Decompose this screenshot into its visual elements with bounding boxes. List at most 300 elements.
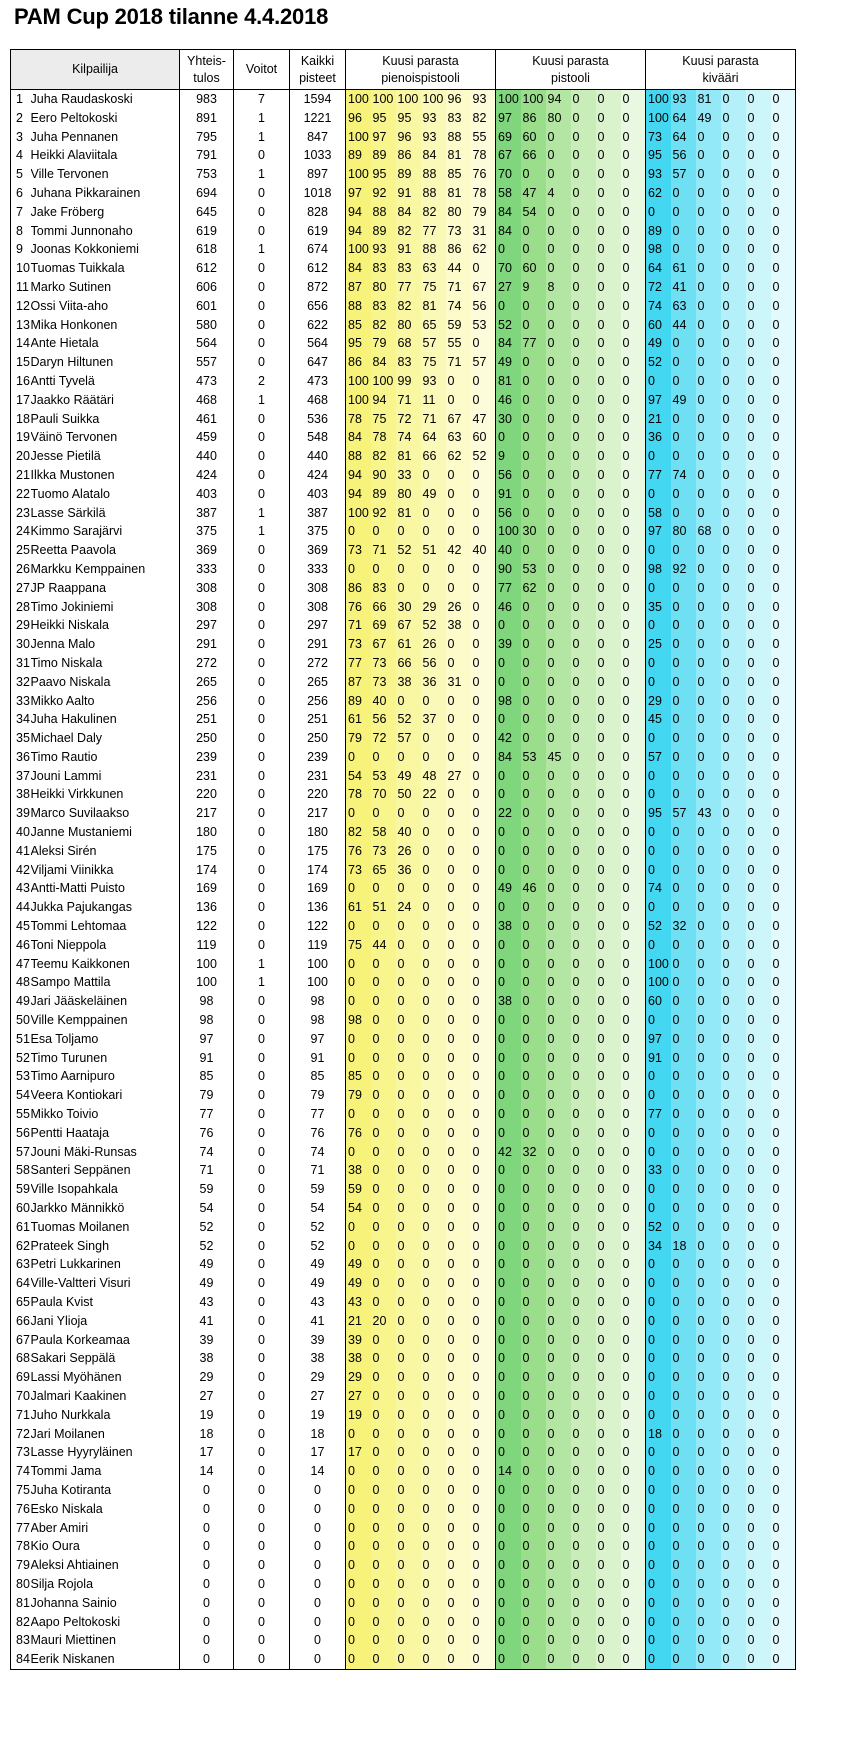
pistooli-score: 0 xyxy=(621,917,646,936)
total-score: 85 xyxy=(180,1067,234,1086)
pistooli-score: 0 xyxy=(621,1462,646,1481)
pienoispistooli-score: 55 xyxy=(446,334,471,353)
pistooli-score: 0 xyxy=(496,1199,521,1218)
kivaari-score: 0 xyxy=(771,1650,796,1669)
table-row xyxy=(11,1030,796,1049)
pistooli-score: 0 xyxy=(521,222,546,241)
kivaari-score: 0 xyxy=(746,522,771,541)
kivaari-score: 0 xyxy=(746,165,771,184)
pienoispistooli-score: 0 xyxy=(471,1030,496,1049)
pistooli-score: 0 xyxy=(596,804,621,823)
pistooli-score: 0 xyxy=(546,485,571,504)
pistooli-score: 0 xyxy=(571,334,596,353)
kivaari-score: 0 xyxy=(771,1406,796,1425)
kivaari-score: 0 xyxy=(646,541,671,560)
pienoispistooli-score: 33 xyxy=(396,466,421,485)
all-points: 97 xyxy=(290,1030,346,1049)
competitor-name: Mikko Aalto xyxy=(31,692,180,711)
pienoispistooli-score: 38 xyxy=(396,673,421,692)
kivaari-score: 0 xyxy=(746,372,771,391)
pistooli-score: 0 xyxy=(546,1481,571,1500)
pistooli-score: 0 xyxy=(546,372,571,391)
total-score: 0 xyxy=(180,1500,234,1519)
pienoispistooli-score: 0 xyxy=(421,1537,446,1556)
pistooli-score: 0 xyxy=(621,1631,646,1650)
kivaari-score: 0 xyxy=(771,823,796,842)
table-row xyxy=(11,1481,796,1500)
pistooli-score: 42 xyxy=(496,1143,521,1162)
pienoispistooli-score: 0 xyxy=(346,879,371,898)
pienoispistooli-score: 88 xyxy=(421,184,446,203)
kivaari-score: 0 xyxy=(696,541,721,560)
pistooli-score: 0 xyxy=(621,1349,646,1368)
rank-cell: 37 xyxy=(11,767,31,786)
pienoispistooli-score: 0 xyxy=(446,898,471,917)
pistooli-score: 0 xyxy=(596,1556,621,1575)
pienoispistooli-score: 75 xyxy=(346,936,371,955)
pienoispistooli-score: 83 xyxy=(396,259,421,278)
pienoispistooli-score: 0 xyxy=(471,1049,496,1068)
pistooli-score: 0 xyxy=(521,729,546,748)
pistooli-score: 0 xyxy=(596,1030,621,1049)
header-kaikki-pisteet xyxy=(290,50,346,90)
kivaari-score: 0 xyxy=(721,1086,746,1105)
pienoispistooli-score: 85 xyxy=(446,165,471,184)
pistooli-score: 0 xyxy=(496,1519,521,1538)
kivaari-score: 0 xyxy=(771,1594,796,1613)
kivaari-score: 36 xyxy=(646,428,671,447)
pienoispistooli-score: 0 xyxy=(371,1631,396,1650)
pistooli-score: 0 xyxy=(521,917,546,936)
pienoispistooli-score: 56 xyxy=(371,710,396,729)
wins-count: 7 xyxy=(234,90,290,109)
kivaari-score: 0 xyxy=(696,635,721,654)
pistooli-score: 0 xyxy=(571,1218,596,1237)
pistooli-score: 0 xyxy=(596,410,621,429)
kivaari-score: 0 xyxy=(771,522,796,541)
pistooli-score: 0 xyxy=(571,447,596,466)
kivaari-score: 0 xyxy=(771,1293,796,1312)
kivaari-score: 0 xyxy=(746,1255,771,1274)
total-score: 473 xyxy=(180,372,234,391)
pistooli-score: 0 xyxy=(621,1255,646,1274)
pistooli-score: 38 xyxy=(496,917,521,936)
pistooli-score: 0 xyxy=(521,767,546,786)
pistooli-score: 0 xyxy=(621,541,646,560)
kivaari-score: 0 xyxy=(771,128,796,147)
pistooli-score: 0 xyxy=(596,1537,621,1556)
competitor-name: Timo Turunen xyxy=(31,1049,180,1068)
pistooli-score: 0 xyxy=(571,1331,596,1350)
pienoispistooli-score: 87 xyxy=(346,673,371,692)
pienoispistooli-score: 83 xyxy=(371,579,396,598)
pistooli-score: 0 xyxy=(571,767,596,786)
kivaari-score: 0 xyxy=(721,1011,746,1030)
kivaari-score: 0 xyxy=(646,1143,671,1162)
pienoispistooli-score: 0 xyxy=(446,1067,471,1086)
pistooli-score: 0 xyxy=(546,710,571,729)
pistooli-score: 0 xyxy=(496,936,521,955)
pienoispistooli-score: 0 xyxy=(371,1274,396,1293)
pienoispistooli-score: 82 xyxy=(421,203,446,222)
pienoispistooli-score: 84 xyxy=(421,146,446,165)
pistooli-score: 0 xyxy=(546,654,571,673)
kivaari-score: 0 xyxy=(721,1594,746,1613)
pienoispistooli-score: 0 xyxy=(421,748,446,767)
total-score: 891 xyxy=(180,109,234,128)
pistooli-score: 0 xyxy=(546,466,571,485)
pienoispistooli-score: 0 xyxy=(446,654,471,673)
kivaari-score: 0 xyxy=(771,1124,796,1143)
pistooli-score: 0 xyxy=(521,1124,546,1143)
kivaari-score: 97 xyxy=(646,391,671,410)
pienoispistooli-score: 79 xyxy=(346,1086,371,1105)
kivaari-score: 0 xyxy=(746,1293,771,1312)
pistooli-score: 94 xyxy=(546,90,571,109)
pistooli-score: 0 xyxy=(571,673,596,692)
competitor-name: Juha Hakulinen xyxy=(31,710,180,729)
competitor-name: Esko Niskala xyxy=(31,1500,180,1519)
pistooli-score: 0 xyxy=(571,297,596,316)
kivaari-score: 0 xyxy=(671,1613,696,1632)
all-points: 0 xyxy=(290,1575,346,1594)
pistooli-score: 0 xyxy=(596,616,621,635)
total-score: 459 xyxy=(180,428,234,447)
pistooli-score: 0 xyxy=(571,240,596,259)
pienoispistooli-score: 56 xyxy=(421,654,446,673)
competitor-name: Antti Tyvelä xyxy=(31,372,180,391)
pistooli-score: 0 xyxy=(621,1067,646,1086)
pienoispistooli-score: 0 xyxy=(346,917,371,936)
kivaari-score: 0 xyxy=(771,1425,796,1444)
kivaari-score: 0 xyxy=(746,1011,771,1030)
pistooli-score: 0 xyxy=(496,1049,521,1068)
kivaari-score: 0 xyxy=(771,917,796,936)
pienoispistooli-score: 0 xyxy=(346,1613,371,1632)
pienoispistooli-score: 57 xyxy=(421,334,446,353)
all-points: 308 xyxy=(290,598,346,617)
all-points: 76 xyxy=(290,1124,346,1143)
rank-cell: 25 xyxy=(11,541,31,560)
pienoispistooli-score: 0 xyxy=(446,1255,471,1274)
kivaari-score: 0 xyxy=(746,992,771,1011)
pistooli-score: 0 xyxy=(521,804,546,823)
kivaari-score: 0 xyxy=(696,1425,721,1444)
kivaari-score: 0 xyxy=(771,1199,796,1218)
competitor-name: Marco Suvilaakso xyxy=(31,804,180,823)
rank-cell: 7 xyxy=(11,203,31,222)
pistooli-score: 0 xyxy=(596,278,621,297)
competitor-name: Ville Isopahkala xyxy=(31,1180,180,1199)
pienoispistooli-score: 24 xyxy=(396,898,421,917)
kivaari-score: 0 xyxy=(646,861,671,880)
pistooli-score: 0 xyxy=(621,748,646,767)
pienoispistooli-score: 40 xyxy=(396,823,421,842)
pienoispistooli-score: 0 xyxy=(371,804,396,823)
pistooli-score: 0 xyxy=(596,842,621,861)
pistooli-score: 0 xyxy=(521,1650,546,1669)
all-points: 0 xyxy=(290,1519,346,1538)
all-points: 39 xyxy=(290,1331,346,1350)
pistooli-score: 0 xyxy=(596,635,621,654)
pienoispistooli-score: 91 xyxy=(396,240,421,259)
pistooli-score: 0 xyxy=(546,146,571,165)
pienoispistooli-score: 77 xyxy=(346,654,371,673)
pienoispistooli-score: 0 xyxy=(371,1443,396,1462)
pienoispistooli-score: 0 xyxy=(346,1500,371,1519)
kivaari-score: 0 xyxy=(746,748,771,767)
kivaari-score: 0 xyxy=(671,748,696,767)
all-points: 174 xyxy=(290,861,346,880)
pistooli-score: 0 xyxy=(571,165,596,184)
pienoispistooli-score: 0 xyxy=(346,1462,371,1481)
pienoispistooli-score: 93 xyxy=(371,240,396,259)
pienoispistooli-score: 0 xyxy=(471,898,496,917)
pienoispistooli-score: 0 xyxy=(371,955,396,974)
pienoispistooli-score: 0 xyxy=(471,391,496,410)
pienoispistooli-score: 0 xyxy=(471,522,496,541)
all-points: 272 xyxy=(290,654,346,673)
total-score: 59 xyxy=(180,1180,234,1199)
pistooli-score: 0 xyxy=(596,1650,621,1669)
pistooli-score: 0 xyxy=(621,616,646,635)
all-points: 897 xyxy=(290,165,346,184)
wins-count: 0 xyxy=(234,1124,290,1143)
all-points: 440 xyxy=(290,447,346,466)
pienoispistooli-score: 0 xyxy=(371,522,396,541)
table-row xyxy=(11,410,796,429)
pienoispistooli-score: 93 xyxy=(421,372,446,391)
competitor-name: Tommi Jama xyxy=(31,1462,180,1481)
pistooli-score: 9 xyxy=(521,278,546,297)
pienoispistooli-score: 0 xyxy=(396,1556,421,1575)
competitor-name: Kio Oura xyxy=(31,1537,180,1556)
kivaari-score: 0 xyxy=(721,1143,746,1162)
kivaari-score: 0 xyxy=(696,278,721,297)
pienoispistooli-score: 27 xyxy=(346,1387,371,1406)
kivaari-score: 0 xyxy=(646,1368,671,1387)
rank-cell: 40 xyxy=(11,823,31,842)
pistooli-score: 0 xyxy=(596,1594,621,1613)
pistooli-score: 0 xyxy=(521,466,546,485)
kivaari-score: 0 xyxy=(721,1462,746,1481)
kivaari-score: 0 xyxy=(746,428,771,447)
pistooli-score: 0 xyxy=(571,184,596,203)
kivaari-score: 57 xyxy=(671,165,696,184)
all-points: 468 xyxy=(290,391,346,410)
competitor-name: Heikki Virkkunen xyxy=(31,785,180,804)
pienoispistooli-score: 59 xyxy=(446,316,471,335)
pistooli-score: 0 xyxy=(571,616,596,635)
pienoispistooli-score: 0 xyxy=(421,466,446,485)
kivaari-score: 0 xyxy=(671,447,696,466)
table-header xyxy=(11,50,796,90)
wins-count: 1 xyxy=(234,955,290,974)
pienoispistooli-score: 83 xyxy=(371,297,396,316)
kivaari-score: 0 xyxy=(671,1086,696,1105)
pienoispistooli-score: 74 xyxy=(446,297,471,316)
pienoispistooli-score: 73 xyxy=(346,861,371,880)
table-row xyxy=(11,673,796,692)
kivaari-score: 0 xyxy=(771,1218,796,1237)
total-score: 136 xyxy=(180,898,234,917)
pienoispistooli-score: 88 xyxy=(371,203,396,222)
rank-cell: 68 xyxy=(11,1349,31,1368)
competitor-name: Aleksi Sirén xyxy=(31,842,180,861)
pistooli-score: 0 xyxy=(496,1274,521,1293)
pistooli-score: 0 xyxy=(571,353,596,372)
kivaari-score: 0 xyxy=(646,1500,671,1519)
pistooli-score: 0 xyxy=(621,259,646,278)
pistooli-score: 81 xyxy=(496,372,521,391)
kivaari-score: 57 xyxy=(646,748,671,767)
total-score: 580 xyxy=(180,316,234,335)
kivaari-score: 0 xyxy=(671,654,696,673)
kivaari-score: 0 xyxy=(671,861,696,880)
competitor-name: Timo Rautio xyxy=(31,748,180,767)
pistooli-score: 0 xyxy=(546,1500,571,1519)
rank-cell: 70 xyxy=(11,1387,31,1406)
pistooli-score: 0 xyxy=(621,560,646,579)
table-row xyxy=(11,579,796,598)
kivaari-score: 0 xyxy=(696,1124,721,1143)
kivaari-score: 98 xyxy=(646,560,671,579)
kivaari-score: 0 xyxy=(771,654,796,673)
kivaari-score: 0 xyxy=(646,785,671,804)
table-body xyxy=(11,90,796,1670)
rank-cell: 66 xyxy=(11,1312,31,1331)
pistooli-score: 0 xyxy=(621,861,646,880)
pienoispistooli-score: 0 xyxy=(346,1237,371,1256)
pistooli-score: 0 xyxy=(571,917,596,936)
pistooli-score: 0 xyxy=(496,1349,521,1368)
pistooli-score: 0 xyxy=(521,1387,546,1406)
pienoispistooli-score: 84 xyxy=(371,353,396,372)
pienoispistooli-score: 51 xyxy=(421,541,446,560)
pistooli-score: 0 xyxy=(571,1594,596,1613)
rank-cell: 67 xyxy=(11,1331,31,1350)
pienoispistooli-score: 0 xyxy=(421,1613,446,1632)
kivaari-score: 0 xyxy=(771,278,796,297)
pistooli-score: 0 xyxy=(621,278,646,297)
table-row xyxy=(11,1067,796,1086)
kivaari-score: 43 xyxy=(696,804,721,823)
pienoispistooli-score: 0 xyxy=(371,1537,396,1556)
kivaari-score: 0 xyxy=(646,729,671,748)
kivaari-score: 0 xyxy=(771,804,796,823)
pienoispistooli-score: 71 xyxy=(371,541,396,560)
rank-cell: 20 xyxy=(11,447,31,466)
rank-cell: 49 xyxy=(11,992,31,1011)
kivaari-score: 0 xyxy=(746,804,771,823)
pienoispistooli-score: 0 xyxy=(471,1481,496,1500)
kivaari-score: 0 xyxy=(771,541,796,560)
header-kaikki-line2: pisteet xyxy=(299,70,336,85)
kivaari-score: 0 xyxy=(646,1575,671,1594)
pienoispistooli-score: 0 xyxy=(371,1387,396,1406)
kivaari-score: 0 xyxy=(771,1387,796,1406)
all-points: 308 xyxy=(290,579,346,598)
kivaari-score: 95 xyxy=(646,146,671,165)
pienoispistooli-score: 73 xyxy=(371,673,396,692)
pienoispistooli-score: 0 xyxy=(421,522,446,541)
pienoispistooli-score: 0 xyxy=(471,1462,496,1481)
kivaari-score: 0 xyxy=(771,692,796,711)
pistooli-score: 0 xyxy=(521,1349,546,1368)
pistooli-score: 0 xyxy=(571,560,596,579)
table-row xyxy=(11,128,796,147)
competitor-name: Aapo Peltokoski xyxy=(31,1613,180,1632)
pistooli-score: 0 xyxy=(521,992,546,1011)
pistooli-score: 0 xyxy=(571,1613,596,1632)
kivaari-score: 0 xyxy=(696,1481,721,1500)
pienoispistooli-score: 78 xyxy=(346,410,371,429)
all-points: 619 xyxy=(290,222,346,241)
total-score: 71 xyxy=(180,1161,234,1180)
kivaari-score: 0 xyxy=(771,447,796,466)
pienoispistooli-score: 0 xyxy=(446,710,471,729)
kivaari-score: 0 xyxy=(721,729,746,748)
table-row xyxy=(11,973,796,992)
pistooli-score: 0 xyxy=(621,598,646,617)
kivaari-score: 0 xyxy=(746,1519,771,1538)
pienoispistooli-score: 0 xyxy=(446,1274,471,1293)
pienoispistooli-score: 0 xyxy=(396,1143,421,1162)
kivaari-score: 0 xyxy=(646,1519,671,1538)
kivaari-score: 0 xyxy=(646,485,671,504)
pistooli-score: 0 xyxy=(621,1519,646,1538)
rank-cell: 29 xyxy=(11,616,31,635)
pienoispistooli-score: 0 xyxy=(471,710,496,729)
pistooli-score: 0 xyxy=(521,785,546,804)
pienoispistooli-score: 0 xyxy=(471,1237,496,1256)
kivaari-score: 0 xyxy=(671,579,696,598)
pistooli-score: 0 xyxy=(621,522,646,541)
table-row xyxy=(11,767,796,786)
table-row xyxy=(11,654,796,673)
pistooli-score: 0 xyxy=(621,936,646,955)
kivaari-score: 0 xyxy=(771,1556,796,1575)
pienoispistooli-score: 0 xyxy=(396,1575,421,1594)
pistooli-score: 0 xyxy=(521,410,546,429)
pienoispistooli-score: 80 xyxy=(396,485,421,504)
pistooli-score: 0 xyxy=(546,673,571,692)
pienoispistooli-score: 54 xyxy=(346,1199,371,1218)
total-score: 122 xyxy=(180,917,234,936)
pienoispistooli-score: 0 xyxy=(471,955,496,974)
pienoispistooli-score: 0 xyxy=(421,1124,446,1143)
kivaari-score: 0 xyxy=(746,485,771,504)
competitor-name: Väinö Tervonen xyxy=(31,428,180,447)
pistooli-score: 46 xyxy=(521,879,546,898)
pistooli-score: 0 xyxy=(521,842,546,861)
pistooli-score: 86 xyxy=(521,109,546,128)
kivaari-score: 0 xyxy=(721,955,746,974)
kivaari-score: 0 xyxy=(746,278,771,297)
pistooli-score: 0 xyxy=(596,579,621,598)
total-score: 38 xyxy=(180,1349,234,1368)
wins-count: 0 xyxy=(234,485,290,504)
pistooli-score: 45 xyxy=(546,748,571,767)
pistooli-score: 0 xyxy=(621,823,646,842)
pienoispistooli-score: 26 xyxy=(421,635,446,654)
kivaari-score: 0 xyxy=(746,1650,771,1669)
pienoispistooli-score: 0 xyxy=(471,1105,496,1124)
pistooli-score: 0 xyxy=(546,1594,571,1613)
kivaari-score: 0 xyxy=(696,259,721,278)
pistooli-score: 0 xyxy=(496,1443,521,1462)
pistooli-score: 0 xyxy=(571,729,596,748)
